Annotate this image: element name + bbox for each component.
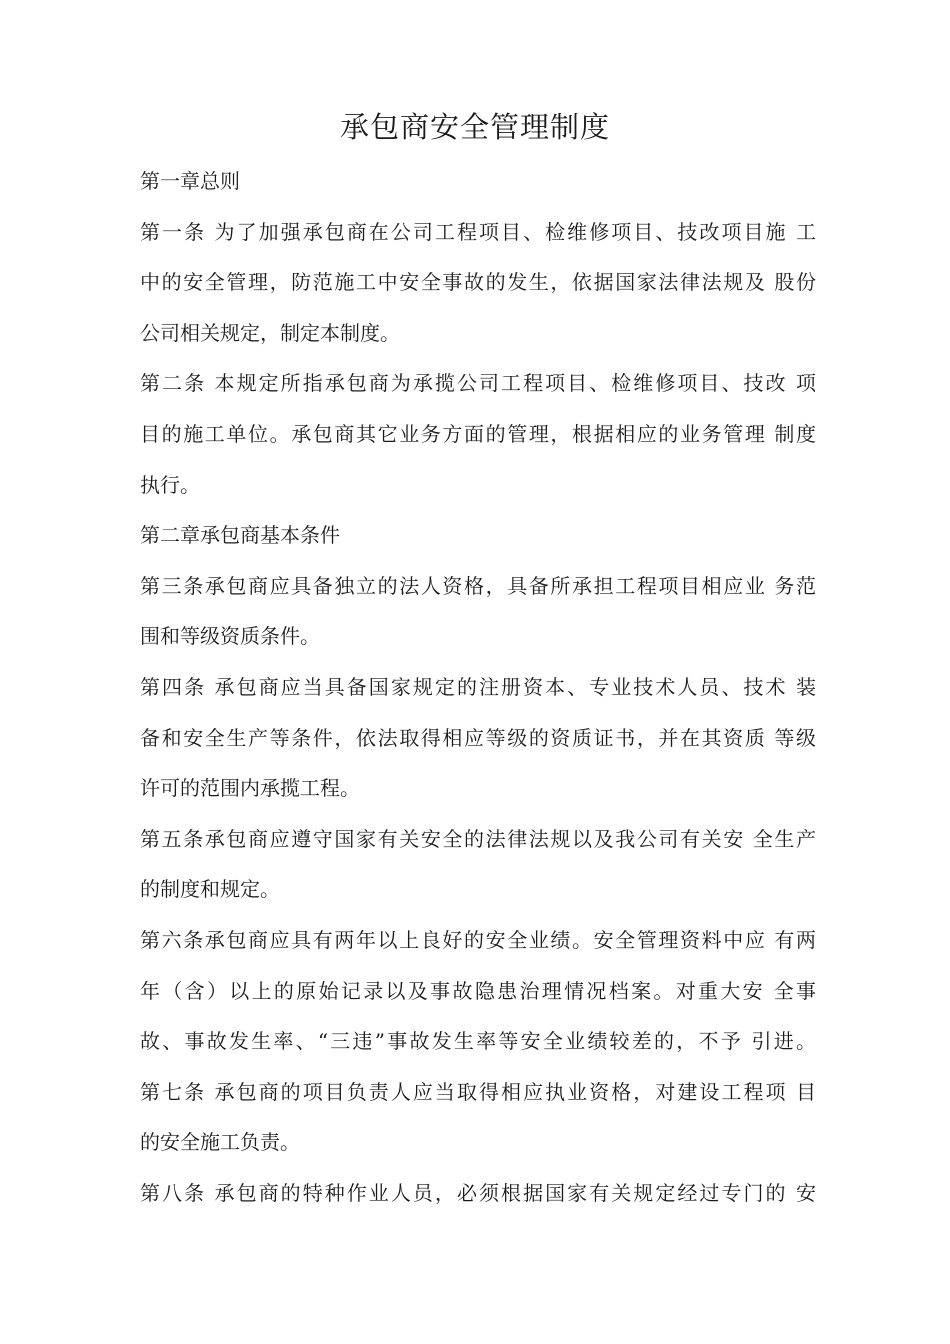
text-line: 的安全施工负责。 [140,1130,300,1155]
text-line: 备和安全生产等条件，依法取得相应等级的资质证书，并在其资质 等级 [140,725,816,750]
text-line: 第一条 为了加强承包商在公司工程项目、检维修项目、技改项目施 工 [140,219,816,244]
text-line: 第七条 承包商的项目负责人应当取得相应执业资格，对建设工程项 目 [140,1079,816,1104]
text-line: 第八条 承包商的特种作业人员，必须根据国家有关规定经过专门的 安 [140,1180,816,1205]
text-line: 第二条 本规定所指承包商为承揽公司工程项目、检维修项目、技改 项 [140,371,816,396]
document-body [140,156,816,1218]
document-title: 承包商安全管理制度 [339,110,610,144]
text-line: 围和等级资质条件。 [140,624,320,649]
text-line: 许可的范围内承揽工程。 [140,776,360,801]
text-line: 的制度和规定。 [140,877,280,902]
text-line: 第六条承包商应具有两年以上良好的安全业绩。安全管理资料中应 有两 [140,927,816,952]
text-line: 执行。 [140,472,200,497]
text-line: 第一章总则 [140,169,240,193]
text-line: 第五条承包商应遵守国家有关安全的法律法规以及我公司有关安 全生产 [140,826,816,851]
text-line: 年（含）以上的原始记录以及事故隐患治理情况档案。对重大安 全事 [140,978,816,1003]
text-line: 第四条 承包商应当具备国家规定的注册资本、专业技术人员、技术 装 [140,674,816,699]
text-line: 中的安全管理，防范施工中安全事故的发生，依据国家法律法规及 股份 [140,270,816,295]
text-line: 公司相关规定，制定本制度。 [140,320,400,345]
text-line: 第三条承包商应具备独立的法人资格，具备所承担工程项目相应业 务范 [140,573,816,598]
text-line: 目的施工单位。承包商其它业务方面的管理，根据相应的业务管理 制度 [140,421,816,446]
text-line: 故、事故发生率、“三违”事故发生率等安全业绩较差的，不予 引进。 [140,1029,816,1054]
text-line: 第二章承包商基本条件 [140,523,340,548]
